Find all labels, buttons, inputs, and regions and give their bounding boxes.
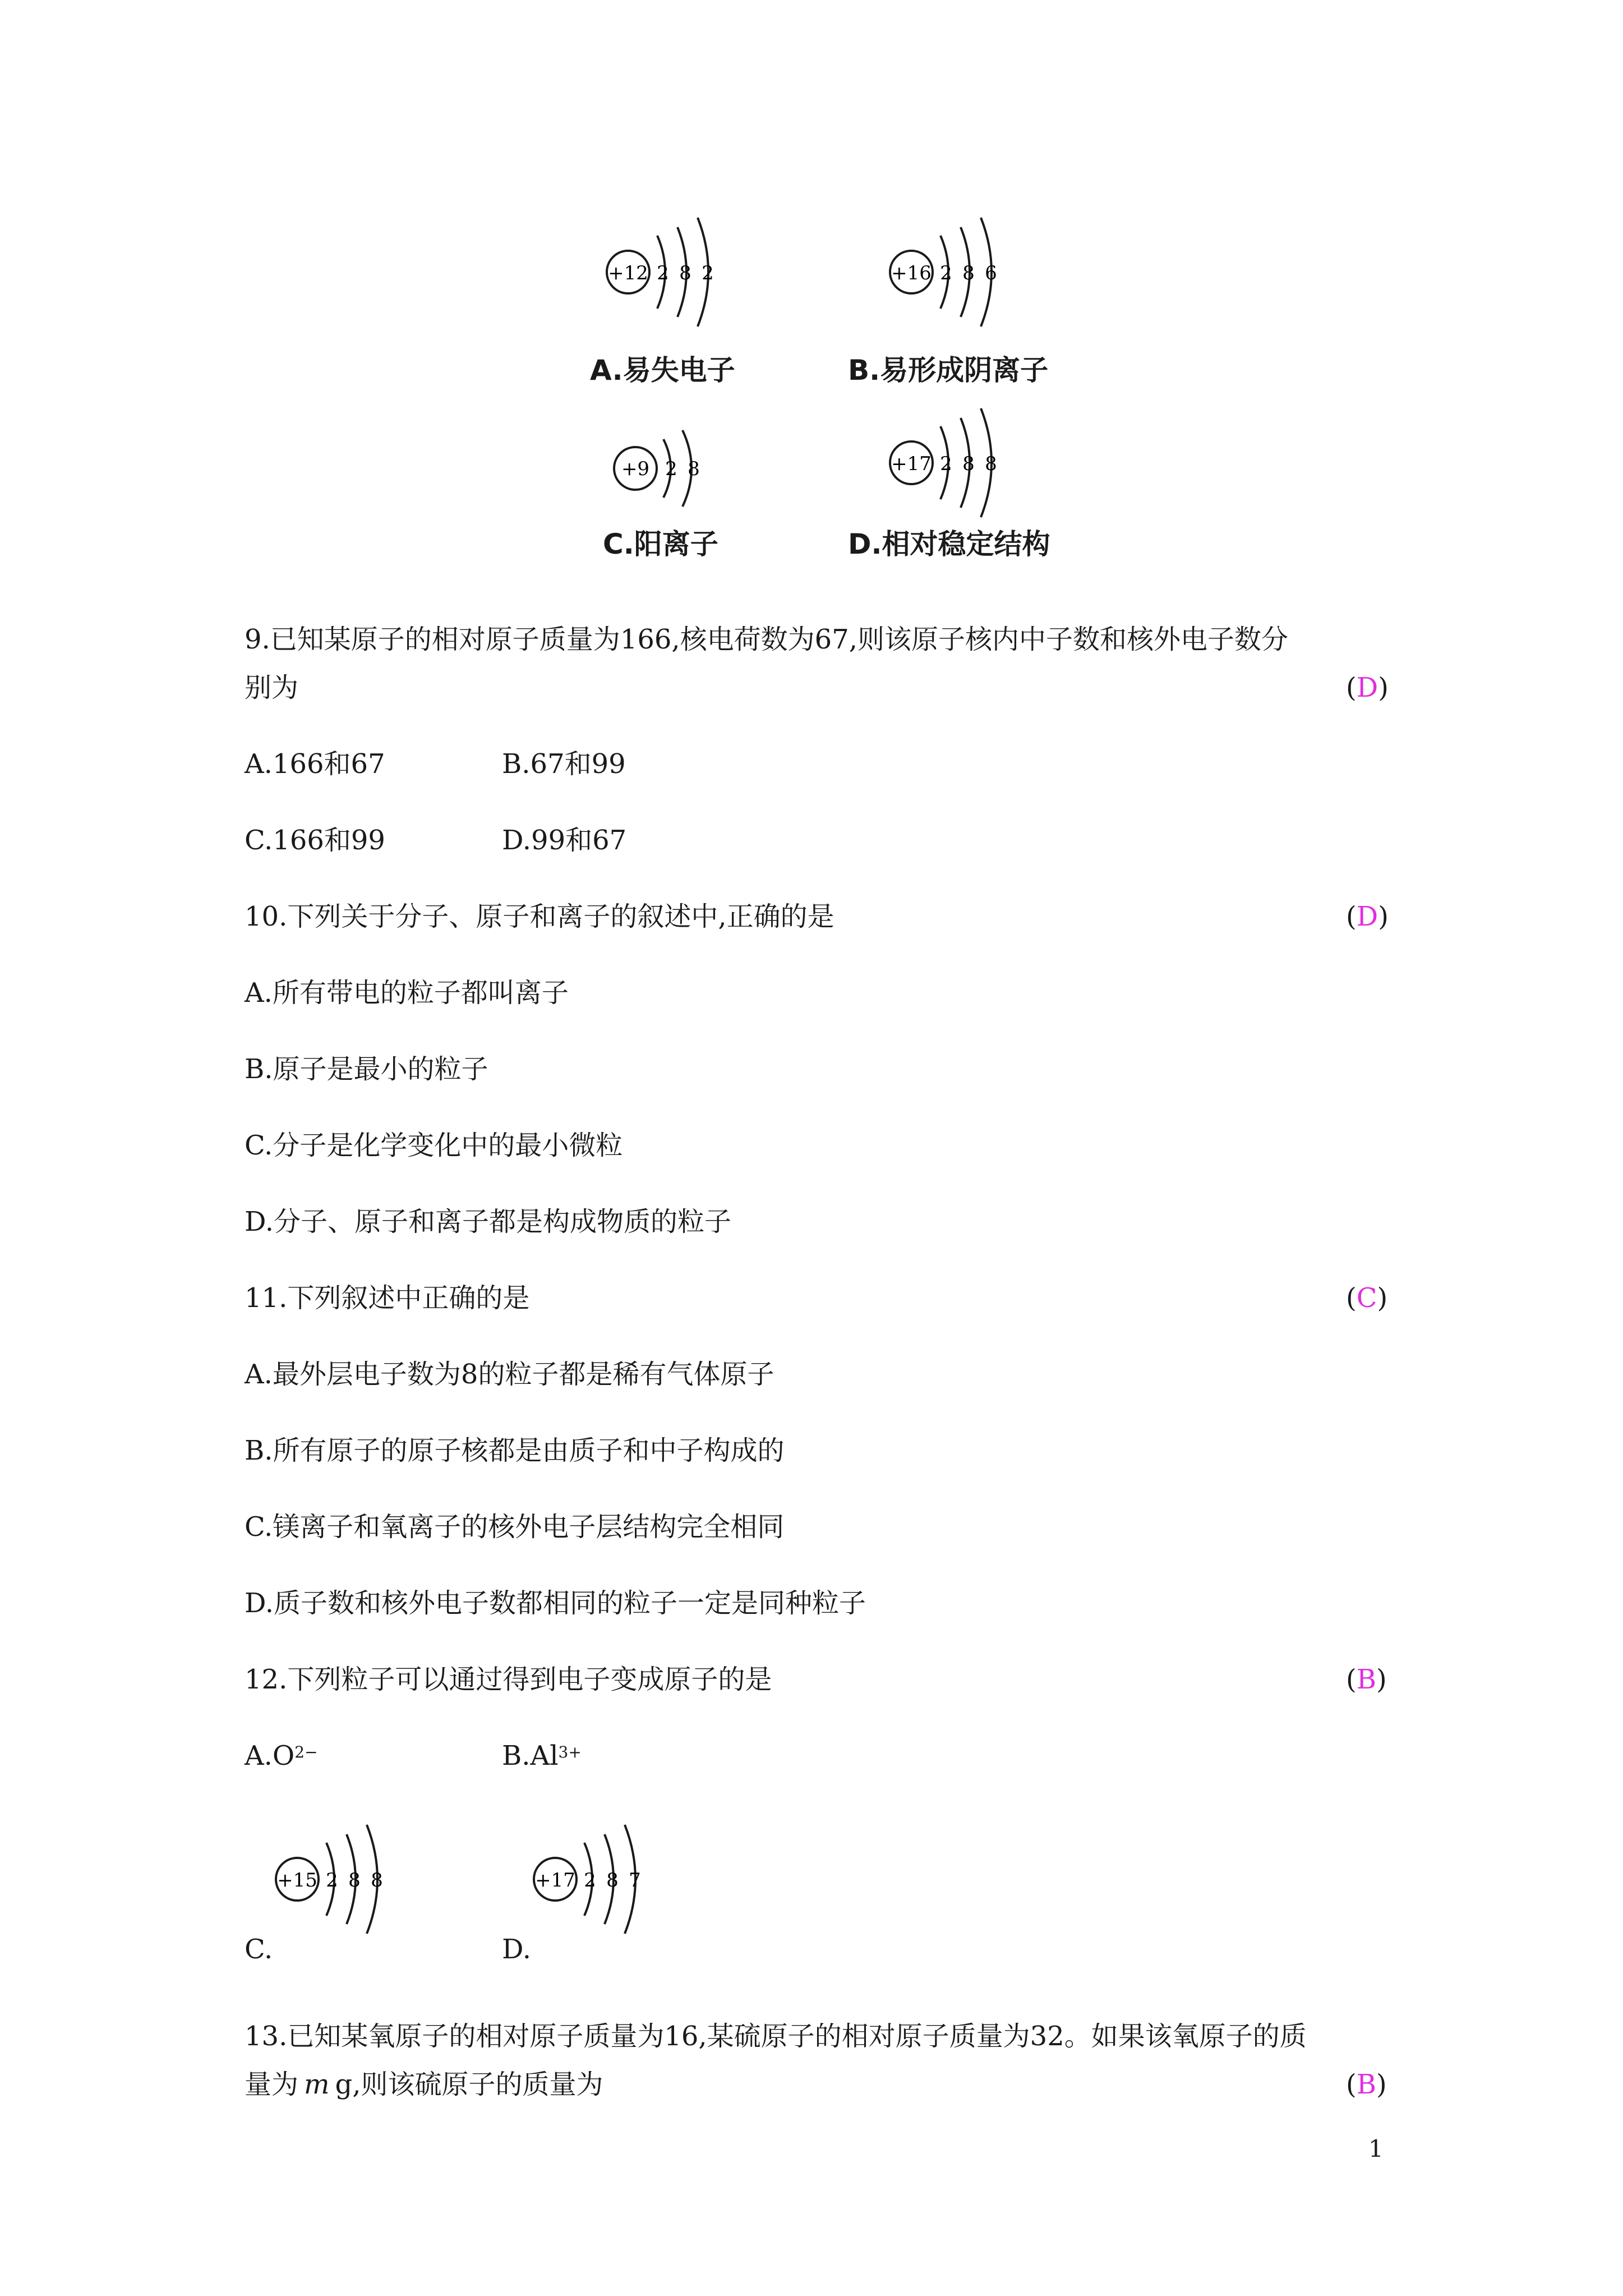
- page-number: 1: [1368, 2135, 1384, 2162]
- svg-text:8: 8: [679, 262, 691, 284]
- atom-diagram-b: [878, 213, 1023, 331]
- svg-text:+17: +17: [891, 453, 932, 475]
- svg-text:8: 8: [606, 1869, 619, 1892]
- q9-option-d: D.99和67: [502, 825, 627, 856]
- q10-option-d: D.分子、原子和离子都是构成物质的粒子: [245, 1206, 732, 1237]
- q11-answer: (C): [1346, 1282, 1388, 1314]
- q12-option-d-label: D.: [502, 1934, 532, 1965]
- svg-text:2: 2: [702, 262, 714, 284]
- svg-text:+17: +17: [535, 1869, 575, 1892]
- svg-text:2: 2: [665, 458, 677, 480]
- q12-stem: 12.下列粒子可以通过得到电子变成原子的是: [245, 1664, 772, 1695]
- q13-stem-line2: 量为 m g,则该硫原子的质量为: [245, 2069, 603, 2100]
- q11-stem: 11.下列叙述中正确的是: [245, 1282, 530, 1314]
- q11-option-c: C.镁离子和氧离子的核外电子层结构完全相同: [245, 1511, 785, 1543]
- figure-caption-a: A.易失电子: [590, 354, 735, 386]
- svg-text:8: 8: [985, 453, 997, 475]
- q12-option-a: $A.O^{2-}$: [245, 1740, 318, 1772]
- svg-text:7: 7: [629, 1869, 641, 1892]
- q10-stem: 10.下列关于分子、原子和离子的叙述中,正确的是: [245, 901, 834, 932]
- q12-answer: (B): [1346, 1664, 1387, 1695]
- svg-text:2: 2: [940, 453, 952, 475]
- figure-caption-b: B.易形成阴离子: [848, 354, 1049, 386]
- svg-text:+15: +15: [277, 1869, 317, 1892]
- q13-answer: (B): [1346, 2069, 1387, 2100]
- q12-option-b: $B.Al^{3+}$: [502, 1740, 582, 1772]
- q11-option-d: D.质子数和核外电子数都相同的粒子一定是同种粒子: [245, 1588, 866, 1619]
- q10-option-a: A.所有带电的粒子都叫离子: [245, 977, 569, 1009]
- atom-diagram-q12-c: [269, 1820, 415, 1938]
- q9-option-c: C.166和99: [245, 825, 385, 856]
- svg-text:8: 8: [962, 262, 975, 284]
- q9-stem-line1: 9.已知某原子的相对原子质量为166,核电荷数为67,则该原子核内中子数和核外电子数分: [245, 624, 1289, 655]
- q10-option-b: B.原子是最小的粒子: [245, 1053, 488, 1085]
- q9-option-a: A.166和67: [245, 748, 385, 780]
- svg-text:+16: +16: [891, 262, 932, 284]
- svg-text:6: 6: [985, 262, 997, 284]
- atom-diagram-q12-d: [527, 1820, 673, 1938]
- atom-diagram-d: [878, 404, 1023, 522]
- q11-option-b: B.所有原子的原子核都是由质子和中子构成的: [245, 1435, 785, 1466]
- q12-option-c-label: C.: [245, 1934, 273, 1965]
- q10-answer: (D): [1346, 901, 1389, 932]
- svg-text:+12: +12: [608, 262, 648, 284]
- svg-text:8: 8: [962, 453, 975, 475]
- svg-text:2: 2: [940, 262, 952, 284]
- svg-text:2: 2: [584, 1869, 596, 1892]
- atom-diagram-a: [594, 213, 740, 331]
- figure-caption-d: D.相对稳定结构: [848, 528, 1050, 560]
- q13-stem-line1: 13.已知某氧原子的相对原子质量为16,某硫原子的相对原子质量为32。如果该氧原子的质: [245, 2021, 1307, 2052]
- atom-diagram-c: [603, 424, 715, 513]
- q9-option-b: B.67和99: [502, 748, 626, 780]
- svg-text:2: 2: [326, 1869, 338, 1892]
- q9-stem-line2: 别为: [245, 672, 299, 703]
- figure-caption-c: C.阳离子: [603, 528, 718, 560]
- svg-text:+9: +9: [621, 458, 650, 480]
- svg-text:8: 8: [688, 458, 700, 480]
- q9-answer: (D): [1346, 672, 1389, 703]
- svg-text:2: 2: [657, 262, 669, 284]
- q11-option-a: A.最外层电子数为8的粒子都是稀有气体原子: [245, 1359, 774, 1390]
- svg-text:8: 8: [348, 1869, 361, 1892]
- svg-text:8: 8: [371, 1869, 383, 1892]
- q10-option-c: C.分子是化学变化中的最小微粒: [245, 1130, 623, 1161]
